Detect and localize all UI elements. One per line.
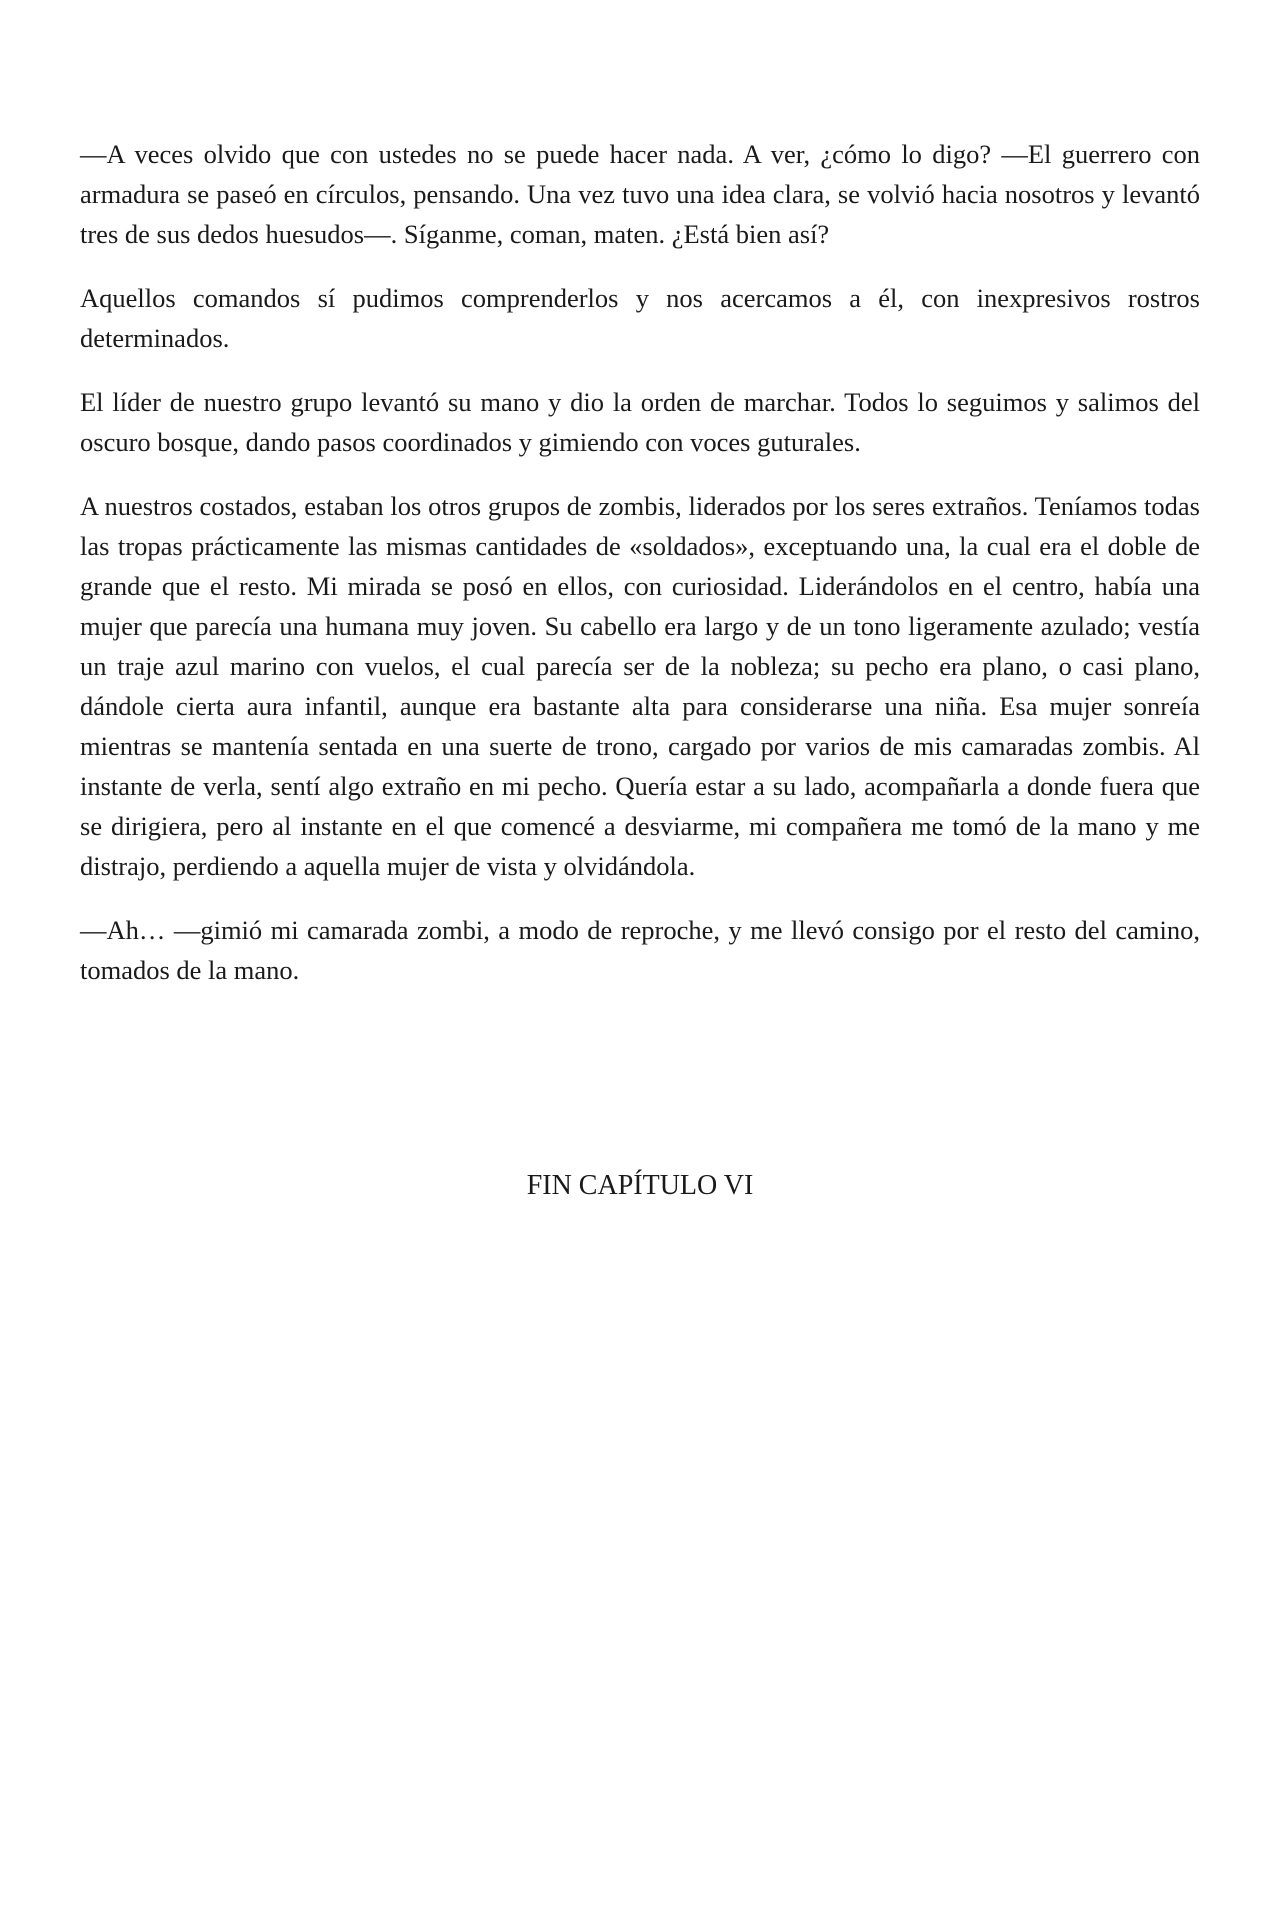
document-body [80, 134, 1200, 1014]
paragraph: —Ah… —gimió mi camarada zombi, a modo de reproche, y me llevó consigo por el resto del camino, tomados de la mano. [80, 915, 1200, 985]
paragraph: El líder de nuestro grupo levantó su mano y dio la orden de marchar. Todos lo seguimos y salimos del oscuro bosque, dando pasos coordinados y gimiendo con voces guturales. [80, 387, 1200, 457]
chapter-end-heading: FIN CAPÍTULO VI [526, 1170, 754, 1201]
paragraph: Aquellos comandos sí pudimos comprenderlos y nos acercamos a él, con inexpresivos rostros determinados. [80, 283, 1200, 353]
paragraph: A nuestros costados, estaban los otros grupos de zombis, liderados por los seres extraños. Teníamos todas las tropas prácticamente las mismas cantidades de «soldados», exceptuando una, la cual era el doble de grande que el resto. Mi mirada se posó en ellos, con curiosidad. Liderándolos en el centro, había una mujer que parecía una humana muy joven. Su cabello era largo y de un tono ligeramente azulado; vestía un traje azul marino con vuelos, el cual parecía ser de la nobleza; su pecho era plano, o casi plano, dándole cierta aura infantil, aunque era bastante alta para considerarse una niña. Esa mujer sonreía mientras se mantenía sentada en una suerte de trono, cargado por varios de mis camaradas zombis. Al instante de verla, sentí algo extraño en mi pecho. Quería estar a su lado, acompañarla a donde fuera que se dirigiera, pero al instante en el que comencé a desviarme, mi compañera me tomó de la mano y me distrajo, perdiendo a aquella mujer de vista y olvidándola. [80, 491, 1200, 881]
paragraph: —A veces olvido que con ustedes no se puede hacer nada. A ver, ¿cómo lo digo? —El guerrero con armadura se paseó en círculos, pensando. Una vez tuvo una idea clara, se volvió hacia nosotros y levantó tres de sus dedos huesudos—. Síganme, coman, maten. ¿Está bien así? [80, 139, 1200, 249]
